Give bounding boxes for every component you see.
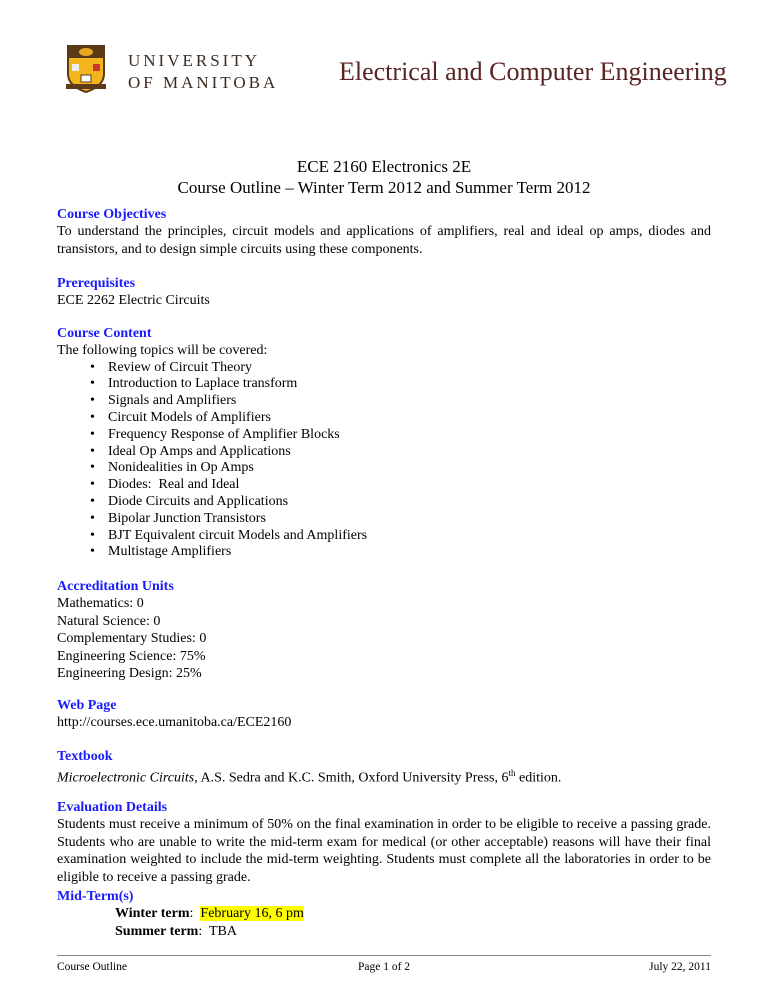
section-heading: Course Content	[57, 326, 152, 341]
list-item: • BJT Equivalent circuit Models and Amplifiers	[90, 528, 711, 545]
textbook-end: edition.	[515, 771, 562, 787]
content-intro: The following topics will be covered:	[57, 342, 268, 358]
winter-label: Winter term	[115, 906, 190, 922]
textbook-details: , A.S. Sedra and K.C. Smith, Oxford University Press, 6	[194, 771, 509, 787]
objectives-text: To understand the principles, circuit models and applications of amplifiers, real and ideal op amps, diodes and transistors, and to design simple circuits using these components.	[57, 224, 711, 257]
summer-label: Summer term	[115, 923, 199, 939]
accreditation-line: Engineering Design: 25%	[57, 666, 202, 682]
footer-date: July 22, 2011	[649, 961, 711, 973]
list-item: • Multistage Amplifiers	[90, 544, 711, 561]
list-item: • Bipolar Junction Transistors	[90, 511, 711, 528]
footer-page-number: Page 1 of 2	[357, 961, 411, 973]
midterm-section	[57, 888, 711, 940]
list-item: • Nonidealities in Op Amps	[90, 460, 711, 477]
summer-date: TBA	[208, 923, 237, 939]
university-line1: UNIVERSITY	[128, 51, 260, 70]
webpage-section	[57, 697, 711, 732]
list-item: • Diode Circuits and Applications	[90, 494, 711, 511]
summer-term-line: Summer term: TBA	[115, 923, 237, 939]
accreditation-line: Engineering Science: 75%	[57, 648, 206, 664]
footer-divider	[57, 955, 711, 956]
course-subtitle: Course Outline – Winter Term 2012 and Summer Term 2012	[177, 178, 591, 197]
list-item: • Frequency Response of Amplifier Blocks	[90, 427, 711, 444]
list-item: • Circuit Models of Amplifiers	[90, 410, 711, 427]
accreditation-line: Mathematics: 0	[57, 596, 144, 612]
webpage-url[interactable]: http://courses.ece.umanitoba.ca/ECE2160	[57, 715, 292, 731]
prerequisites-section	[57, 275, 711, 310]
section-heading: Accreditation Units	[57, 579, 174, 594]
department-name: Electrical and Computer Engineering	[339, 57, 727, 86]
section-heading: Course Objectives	[57, 207, 167, 222]
university-name	[128, 50, 278, 94]
prerequisites-text: ECE 2262 Electric Circuits	[57, 293, 210, 309]
content-section	[57, 326, 711, 561]
section-heading: Textbook	[57, 749, 113, 764]
textbook-title: Microelectronic Circuits	[57, 771, 195, 787]
list-item: • Introduction to Laplace transform	[90, 376, 711, 393]
winter-date: February 16, 6 pm	[200, 906, 304, 922]
list-item: • Review of Circuit Theory	[90, 360, 711, 377]
evaluation-section	[57, 799, 711, 886]
topic-list	[57, 360, 711, 562]
accreditation-section	[57, 578, 711, 682]
winter-term-line: Winter term: February 16, 6 pm	[115, 906, 304, 922]
textbook-citation	[57, 765, 711, 787]
objectives-section	[57, 206, 711, 258]
section-heading: Evaluation Details	[57, 800, 168, 815]
university-crest-logo	[62, 44, 110, 94]
accreditation-line: Complementary Studies: 0	[57, 631, 207, 647]
list-item: • Diodes: Real and Ideal	[90, 477, 711, 494]
evaluation-text: Students must receive a minimum of 50% on the final examination in order to be eligible to receive a passing grade. Students who are unable to write the mid-term exam for medical (or other acceptable) reasons will have their final examination weighted to include the mid-term weighting. Students must complete all the laboratories in order to be eligible to receive a passing grade.	[57, 817, 711, 885]
textbook-section	[57, 748, 711, 787]
section-heading: Web Page	[57, 698, 117, 713]
list-item: • Ideal Op Amps and Applications	[90, 444, 711, 461]
accreditation-line: Natural Science: 0	[57, 613, 161, 629]
section-heading: Prerequisites	[57, 276, 136, 291]
edition-suffix: th	[508, 768, 516, 779]
footer-left: Course Outline	[57, 961, 127, 973]
course-title: ECE 2160 Electronics 2E	[296, 157, 472, 176]
section-heading: Mid-Term(s)	[57, 889, 134, 904]
university-line2: OF MANITOBA	[128, 73, 279, 92]
list-item: • Signals and Amplifiers	[90, 393, 711, 410]
